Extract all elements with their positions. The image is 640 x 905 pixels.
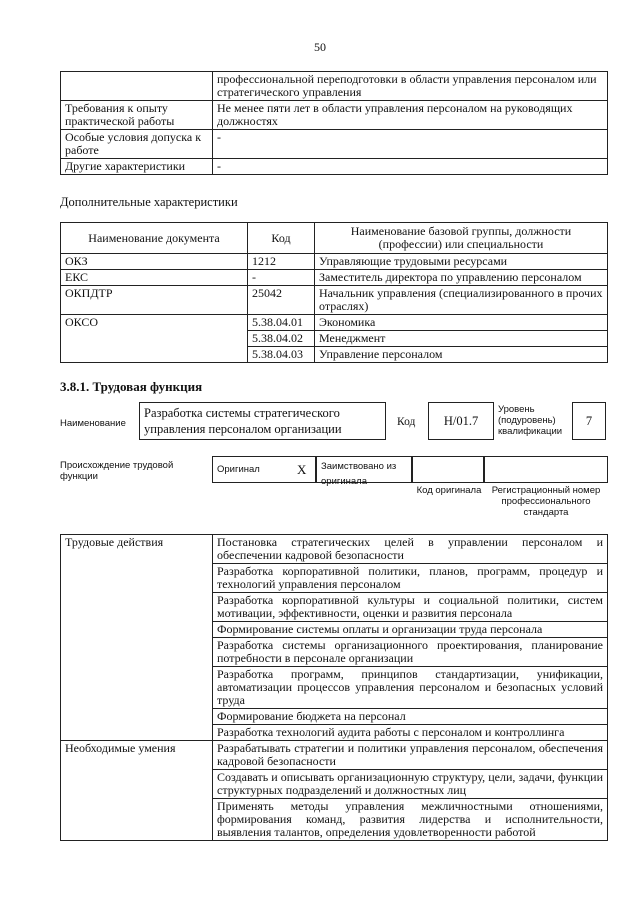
name-label: Наименование	[60, 418, 126, 429]
reg-number-caption: Регистрационный номер профессионального стандарта	[491, 485, 601, 518]
level-box: 7	[572, 402, 606, 440]
table-row	[61, 101, 608, 130]
origin-label: Происхождение трудовой функции	[60, 460, 174, 482]
cell-code: 5.38.04.01	[248, 315, 315, 331]
table-row	[61, 535, 608, 564]
cell-doc: ОКЗ	[61, 254, 248, 270]
table-row	[61, 130, 608, 159]
table-row	[61, 72, 608, 101]
level-label: Уровень (подуровень) квалификации	[498, 404, 563, 437]
column-header-name: Наименование базовой группы, должности (профессии) или специальности	[315, 223, 608, 254]
cell-name: Управляющие трудовыми ресурсами	[315, 254, 608, 270]
code-original-caption: Код оригинала	[416, 485, 482, 496]
code-label: Код	[397, 416, 416, 428]
column-header-code: Код	[248, 223, 315, 254]
table-cell-label: Требования к опыту практической работы	[61, 101, 213, 130]
table-row	[61, 315, 608, 331]
skill-item: Создавать и описывать организационную структуру, цели, задачи, функции структурных подразделений и должностных лиц	[213, 770, 608, 799]
skill-item: Разрабатывать стратегии и политики управления персоналом, обеспечения кадровой безопасности	[213, 741, 608, 770]
labor-actions-label: Трудовые действия	[61, 535, 213, 741]
original-box	[212, 456, 316, 483]
labor-action-item: Формирование системы оплаты и организации труда персонала	[213, 622, 608, 638]
code-original-box	[412, 456, 484, 483]
cell-name: Заместитель директора по управлению персоналом	[315, 270, 608, 286]
function-name-box: Разработка системы стратегического управления персоналом организации	[139, 402, 386, 440]
table-row	[61, 254, 608, 270]
labor-action-item: Постановка стратегических целей в управлении персоналом и обеспечении кадровой безопасности	[213, 535, 608, 564]
cell-doc: ЕКС	[61, 270, 248, 286]
cell-code: -	[248, 270, 315, 286]
table-cell-label: Другие характеристики	[61, 159, 213, 175]
table-row	[61, 270, 608, 286]
page-number: 50	[314, 40, 326, 54]
column-header-document: Наименование документа	[61, 223, 248, 254]
additional-characteristics-table	[60, 222, 608, 363]
borrowed-label: Заимствовано из оригинала	[321, 461, 397, 487]
cell-doc: ОКПДТР	[61, 286, 248, 315]
required-skills-label: Необходимые умения	[61, 741, 213, 841]
cell-name: Управление персоналом	[315, 347, 608, 363]
section-heading: 3.8.1. Трудовая функция	[60, 379, 203, 394]
cell-code: 1212	[248, 254, 315, 270]
table-cell-label: Особые условия допуска к работе	[61, 130, 213, 159]
function-code-box: H/01.7	[428, 402, 494, 440]
labor-action-item: Разработка корпоративной культуры и социальной политики, систем мотивации, эффективности, оценки и развития персонала	[213, 593, 608, 622]
labor-action-item: Разработка программ, принципов стандартизации, унификации, автоматизации процессов управления персоналом и безопасных условий труда	[213, 667, 608, 709]
reg-number-box	[484, 456, 608, 483]
table-cell-value: -	[213, 130, 608, 159]
table-row	[61, 741, 608, 770]
labor-action-item: Разработка системы организационного проектирования, планирование потребности в персонале организации	[213, 638, 608, 667]
original-label: Оригинал	[217, 464, 260, 475]
cell-name: Менеджмент	[315, 331, 608, 347]
table-header-row	[61, 223, 608, 254]
cell-doc: ОКСО	[61, 315, 248, 363]
skill-item: Применять методы управления межличностными отношениями, формирования команд, развития лидерства и исполнительности, выявления талантов, определения удовлетворенности работой	[213, 799, 608, 841]
cell-name: Экономика	[315, 315, 608, 331]
cell-code: 5.38.04.03	[248, 347, 315, 363]
labor-action-item: Разработка корпоративной политики, планов, программ, процедур и технологий управления персоналом	[213, 564, 608, 593]
cell-code: 5.38.04.02	[248, 331, 315, 347]
education-requirements-table	[60, 71, 608, 175]
cell-code: 25042	[248, 286, 315, 315]
table-cell-label	[61, 72, 213, 101]
labor-action-item: Разработка технологий аудита работы с персоналом и контроллинга	[213, 725, 608, 741]
original-mark: X	[297, 462, 307, 477]
borrowed-box	[316, 456, 412, 487]
table-cell-value: Не менее пяти лет в области управления персоналом на руководящих должностях	[213, 101, 608, 130]
labor-functions-table	[60, 534, 608, 841]
table-row	[61, 159, 608, 175]
table-cell-value: -	[213, 159, 608, 175]
labor-action-item: Формирование бюджета на персонал	[213, 709, 608, 725]
table-cell-value: профессиональной переподготовки в области управления персоналом или стратегического управления	[213, 72, 608, 101]
additional-heading: Дополнительные характеристики	[60, 195, 238, 209]
table-row	[61, 286, 608, 315]
cell-name: Начальник управления (специализированного в прочих отраслях)	[315, 286, 608, 315]
